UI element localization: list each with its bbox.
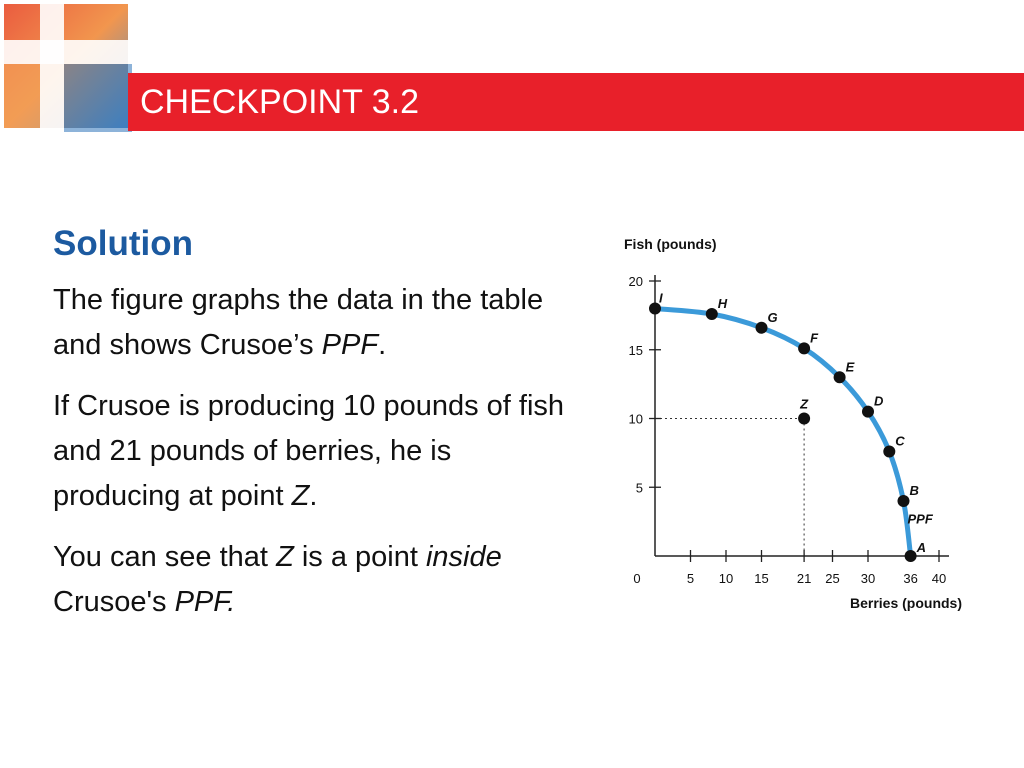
- point-z-label: Z: [800, 396, 809, 412]
- paragraph-ppf: The figure graphs the data in the table and shows Crusoe’s PPF.: [53, 284, 544, 361]
- ppf-point-label: G: [767, 309, 778, 325]
- paragraph-point-z: If Crusoe is producing 10 pounds of fish and 21 pounds of berries, he is producing at point Z.: [53, 390, 565, 512]
- x-tick-label: 0: [633, 571, 641, 586]
- x-tick-label: 21: [796, 571, 812, 586]
- ppf-point-b: [898, 495, 910, 507]
- y-axis-label: Fish (pounds): [624, 236, 717, 252]
- title-bar: [128, 73, 1024, 131]
- y-tick-label: 5: [635, 480, 643, 496]
- x-tick-label: 5: [686, 571, 695, 586]
- x-tick-label: 36: [903, 571, 918, 586]
- paragraph-inside-ppf: You can see that Z is a point inside Crusoe's PPF.: [53, 541, 502, 618]
- ppf-point-f: [798, 342, 810, 354]
- page-title: CHECKPOINT 3.2: [140, 83, 420, 121]
- solution-heading: Solution: [53, 224, 193, 263]
- point-z: [798, 413, 810, 425]
- ppf-point-label: E: [845, 359, 855, 375]
- ppf-chart: [600, 228, 1000, 628]
- y-tick-label: 20: [628, 274, 643, 289]
- checkpoint-cross-logo-icon: [0, 0, 132, 132]
- ppf-point-label: B: [909, 483, 919, 498]
- y-tick-label: 15: [628, 342, 643, 358]
- x-tick-label: 10: [718, 571, 734, 586]
- ppf-curve: [655, 309, 911, 557]
- ppf-curve-label: PPF: [907, 511, 933, 527]
- solution-text-block: [53, 222, 573, 641]
- ppf-point-label: H: [717, 296, 728, 311]
- ppf-point-c: [883, 446, 895, 458]
- ppf-point-label: I: [659, 290, 663, 306]
- x-tick-label: 40: [931, 571, 947, 586]
- ppf-point-label: F: [810, 330, 819, 346]
- ppf-point-label: C: [895, 433, 905, 449]
- ppf-point-h: [706, 308, 718, 320]
- x-tick-label: 15: [754, 571, 769, 586]
- ppf-point-a: [905, 550, 917, 562]
- x-tick-label: 25: [825, 571, 840, 586]
- x-axis-label: Berries (pounds): [849, 595, 962, 611]
- ppf-point-label: A: [916, 540, 926, 555]
- y-tick-label: 10: [628, 411, 643, 427]
- ppf-point-e: [834, 371, 846, 383]
- x-tick-label: 30: [860, 571, 876, 586]
- ppf-point-g: [756, 322, 768, 334]
- ppf-point-d: [862, 406, 874, 418]
- ppf-point-label: D: [874, 393, 884, 409]
